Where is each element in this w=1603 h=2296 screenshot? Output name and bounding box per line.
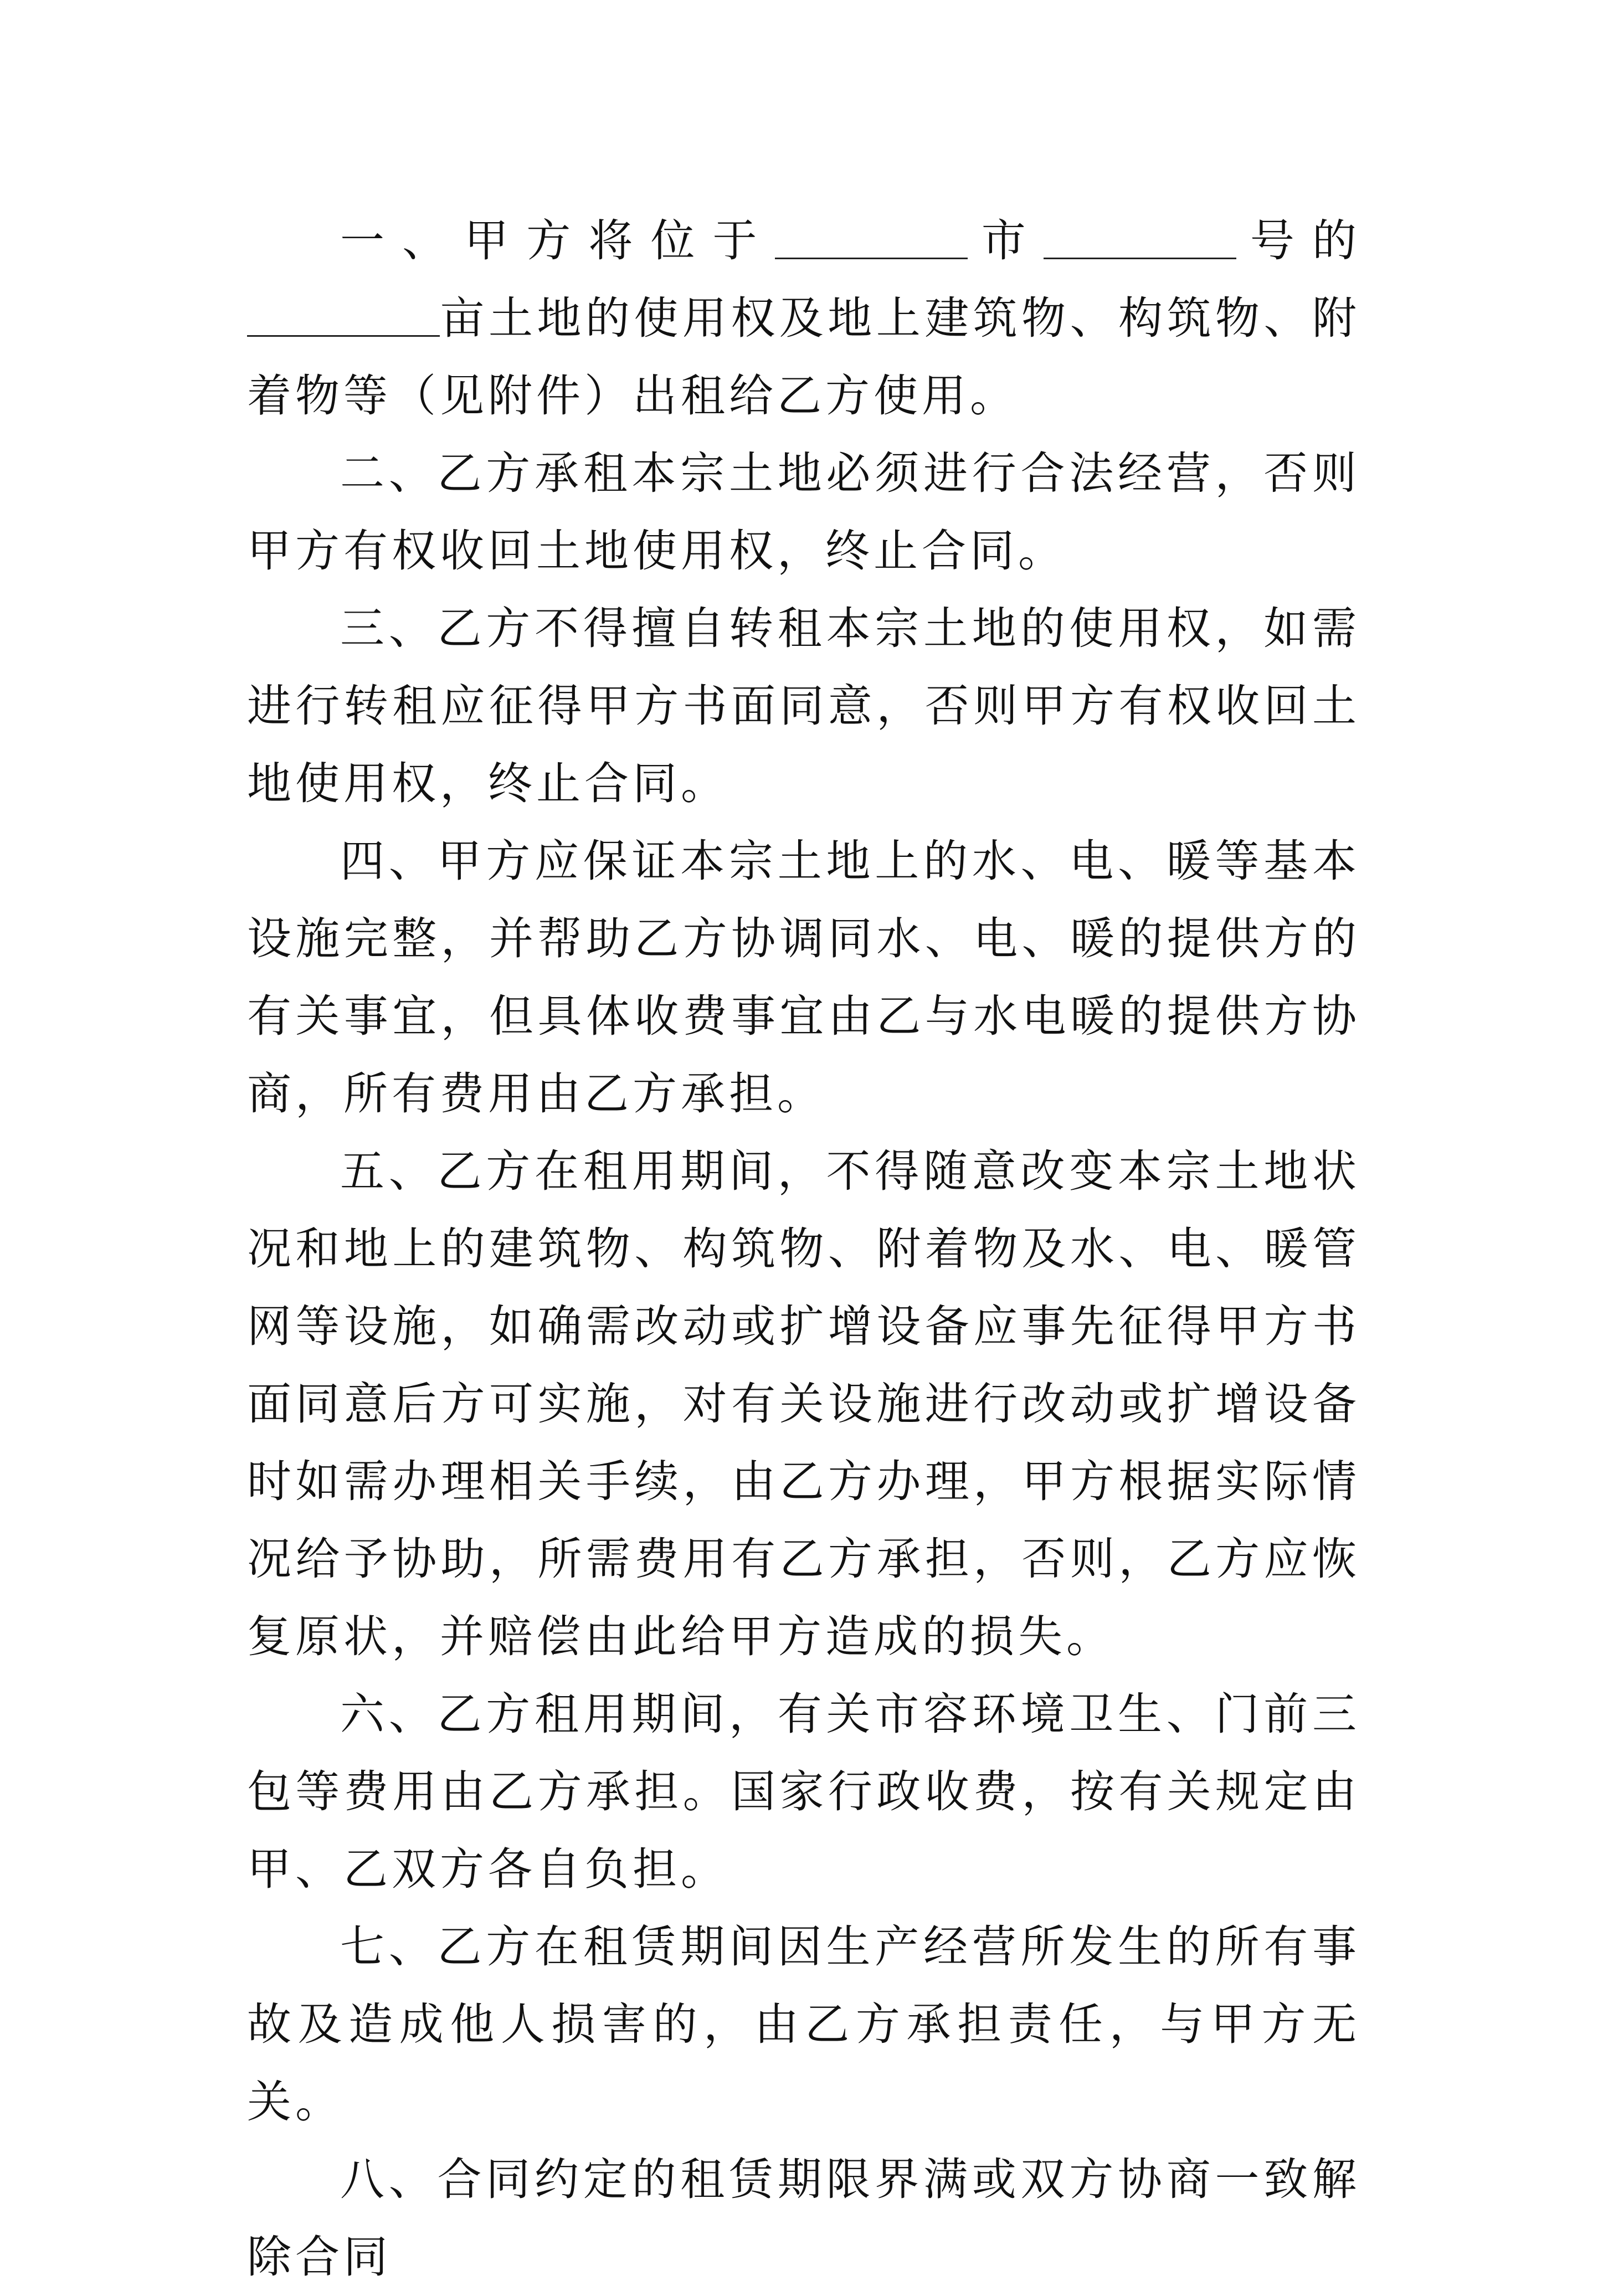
city-blank	[775, 202, 968, 259]
number-blank	[1044, 202, 1236, 259]
clause-1-text-a: 一、甲方将位于	[340, 215, 775, 266]
contract-body	[247, 202, 1360, 2296]
clause-8-paragraph: 八、合同约定的租赁期限界满或双方协商一致解除合同	[247, 2154, 1360, 2283]
area-blank	[247, 280, 440, 337]
clause-1-text-b: 市	[967, 215, 1044, 266]
clause-5-paragraph: 五、乙方在租用期间，不得随意改变本宗土地状况和地上的建筑物、构筑物、附着物及水、电、暖管网等设施，如确需改动或扩增设备应事先征得甲方书面同意后方可实施，对有关设施进行改动或扩增设备时如需办理相关手续，由乙方办理，甲方根据实际情况给予协助，所需费用有乙方承担，否则，乙方应恢复原状，并赔偿由此给甲方造成的损失。	[247, 1146, 1360, 1662]
clause-2-paragraph: 二、乙方承租本宗土地必须进行合法经营，否则甲方有权收回土地使用权，终止合同。	[247, 448, 1360, 577]
clause-1-text-d: 亩土地的使用权及地上建筑物、构筑物、附着物等（见附件）出租给乙方使用。	[247, 292, 1360, 422]
clause-7-paragraph: 七、乙方在租赁期间因生产经营所发生的所有事故及造成他人损害的，由乙方承担责任，与甲方无关。	[247, 1921, 1360, 2128]
clause-1-paragraph	[247, 202, 1360, 435]
clause-6-paragraph: 六、乙方租用期间，有关市容环境卫生、门前三包等费用由乙方承担。国家行政收费，按有关规定由甲、乙双方各自负担。	[247, 1688, 1360, 1895]
clause-3-paragraph: 三、乙方不得擅自转租本宗土地的使用权，如需进行转租应征得甲方书面同意，否则甲方有权收回土地使用权，终止合同。	[247, 603, 1360, 809]
clause-4-paragraph: 四、甲方应保证本宗土地上的水、电、暖等基本设施完整，并帮助乙方协调同水、电、暖的提供方的有关事宜，但具体收费事宜由乙与水电暖的提供方协商，所有费用由乙方承担。	[247, 835, 1360, 1119]
clause-1-text-c: 号的	[1236, 215, 1361, 266]
